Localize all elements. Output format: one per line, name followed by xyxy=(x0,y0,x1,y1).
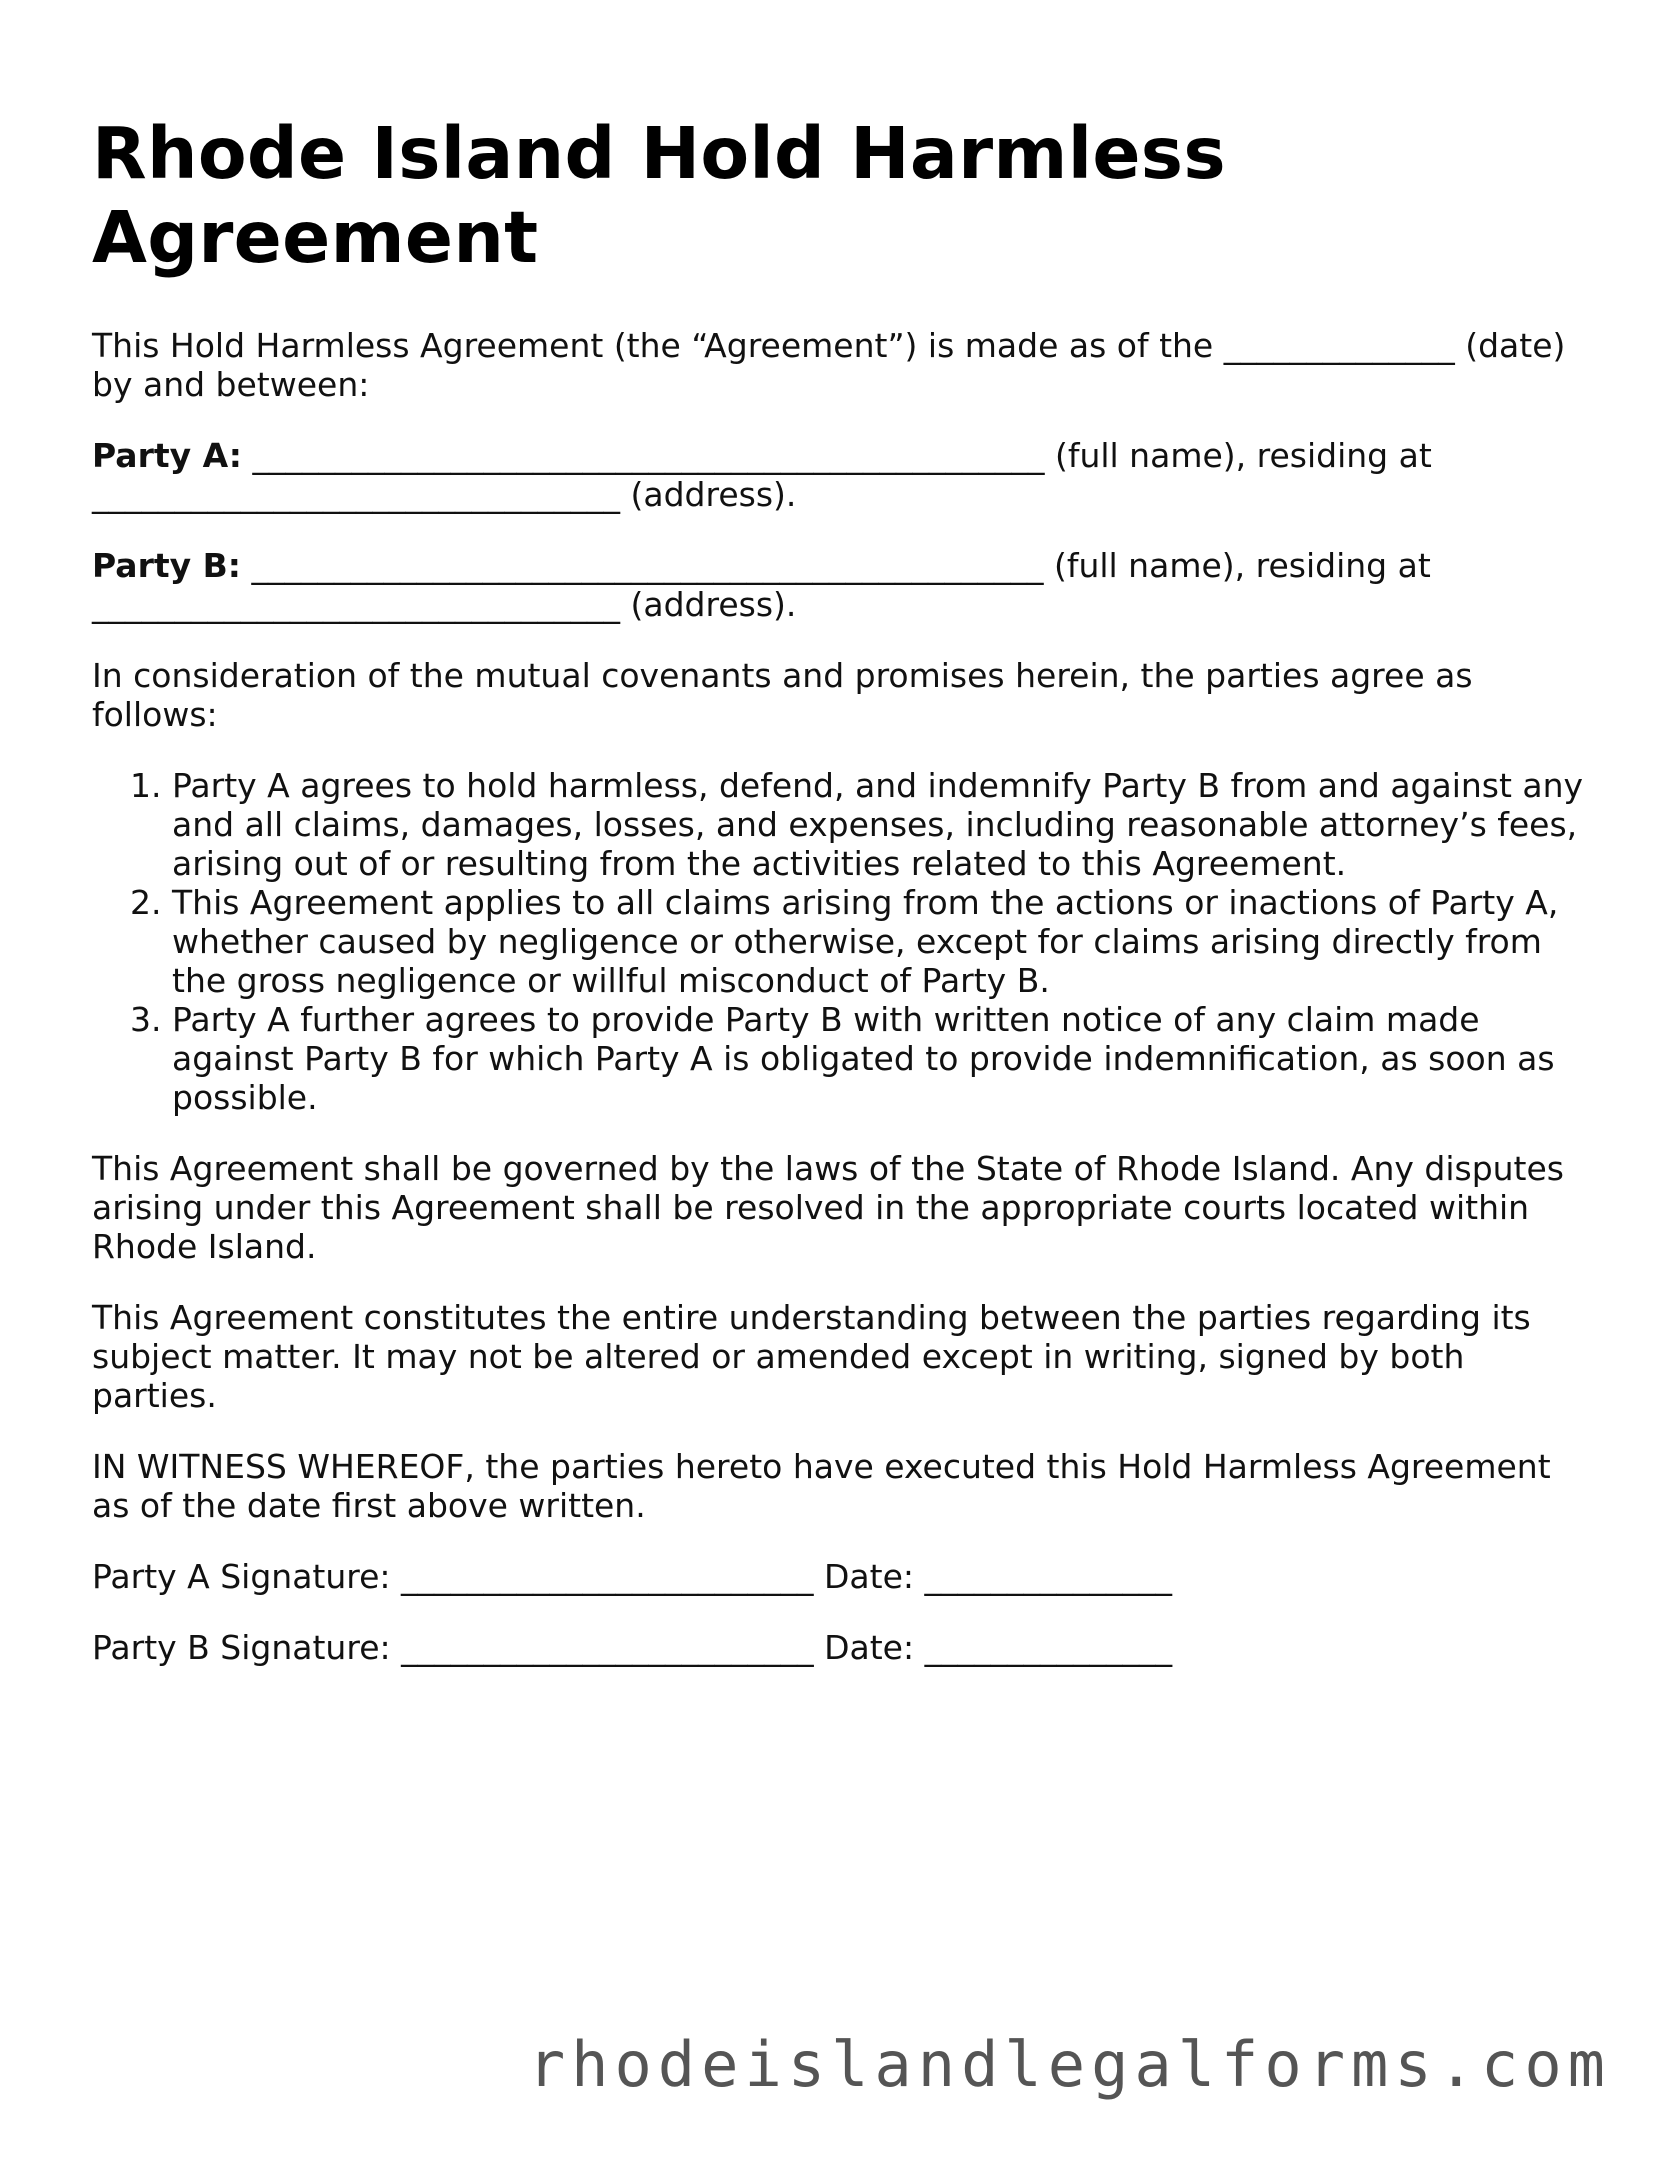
party-b-label: Party B: xyxy=(92,546,241,585)
term-item: 3. Party A further agrees to provide Party B with written notice of any claim made against Party B for which Party A is obligated to provide indemnification, as soon as possible. xyxy=(172,1000,1592,1117)
party-b-paragraph xyxy=(92,546,1592,624)
terms-list xyxy=(92,766,1592,1117)
term-item: 1. Party A agrees to hold harmless, defend, and indemnify Party B from and against any and all claims, damages, losses, and expenses, including reasonable attorney’s fees, arising out of or resulting from the activities related to this Agreement. xyxy=(172,766,1592,883)
witness-paragraph: IN WITNESS WHEREOF, the parties hereto have executed this Hold Harmless Agreement as of the date first above written. xyxy=(92,1447,1551,1525)
party-a-text: ________________________________________________ (full name), residing at ________________________________ (address). xyxy=(92,436,1432,514)
party-b-signature-line: Party B Signature: _________________________ Date: _______________ xyxy=(92,1628,1173,1667)
party-a-label: Party A: xyxy=(92,436,242,475)
party-a-paragraph xyxy=(92,436,1592,514)
governing-law-paragraph: This Agreement shall be governed by the laws of the State of Rhode Island. Any disputes arising under this Agreement shall be resolved in the appropriate courts located within Rhode Island. xyxy=(92,1149,1564,1266)
party-b-text: ________________________________________________ (full name), residing at ________________________________ (address). xyxy=(92,546,1431,624)
term-item: 2. This Agreement applies to all claims arising from the actions or inactions of Party A, whether caused by negligence or otherwise, except for claims arising directly from the gross negligence or willful misconduct of Party B. xyxy=(172,883,1592,1000)
party-a-signature-line: Party A Signature: _________________________ Date: _______________ xyxy=(92,1557,1173,1596)
intro-paragraph: This Hold Harmless Agreement (the “Agreement”) is made as of the ______________ (date) by and between: xyxy=(92,326,1566,404)
website-watermark: rhodeislandlegalforms.com xyxy=(527,2028,1611,2101)
document-title: Rhode Island Hold Harmless Agreement xyxy=(92,112,1226,279)
consideration-paragraph: In consideration of the mutual covenants and promises herein, the parties agree as follows: xyxy=(92,656,1473,734)
entire-agreement-paragraph: This Agreement constitutes the entire understanding between the parties regarding its subject matter. It may not be altered or amended except in writing, signed by both parties. xyxy=(92,1298,1531,1415)
document-page xyxy=(92,112,1592,1699)
